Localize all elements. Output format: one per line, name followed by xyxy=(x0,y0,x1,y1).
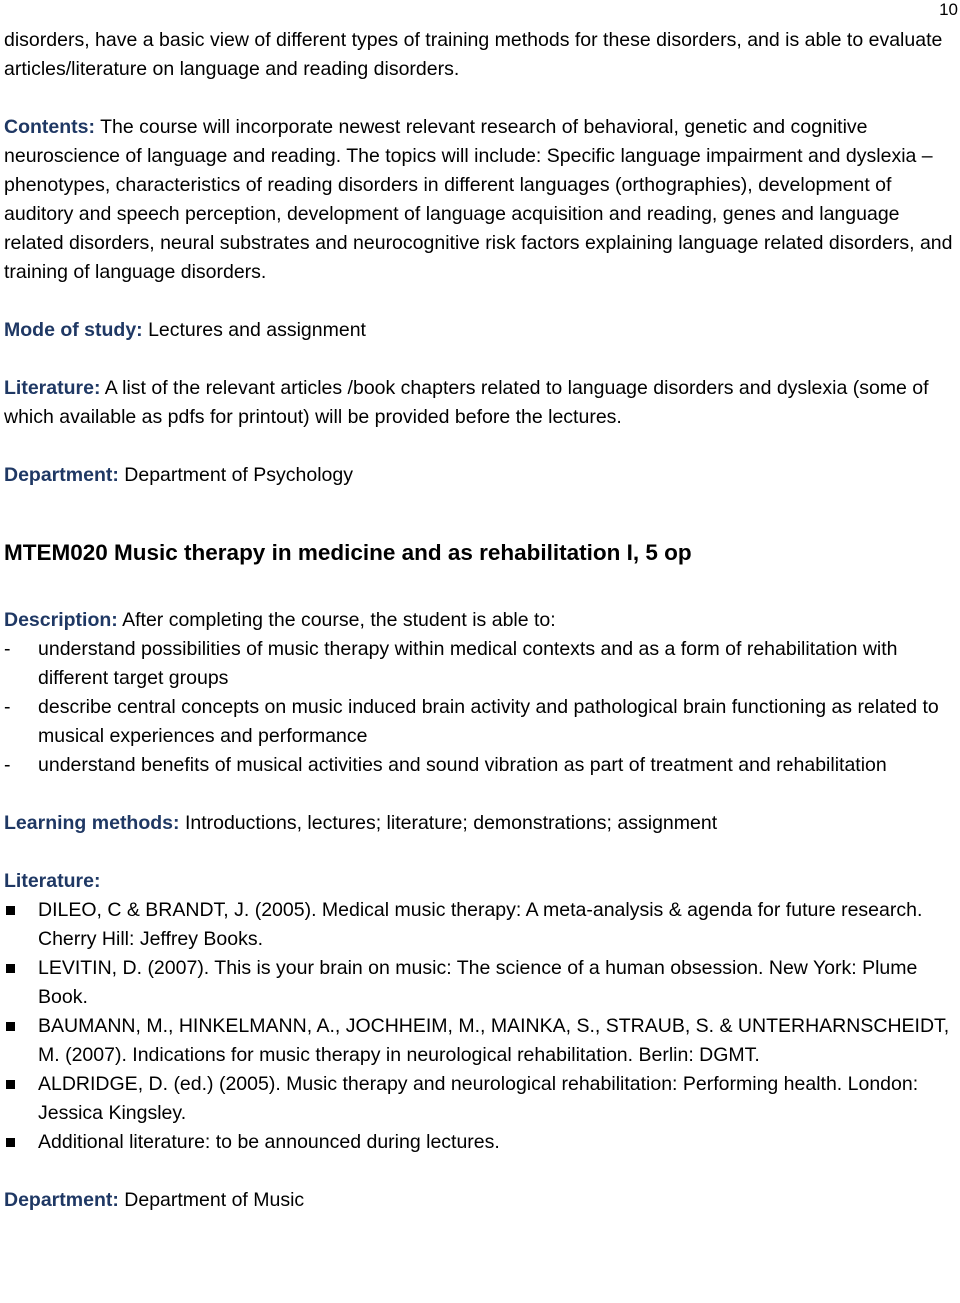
contents-section xyxy=(4,113,956,287)
mode-of-study-text: Lectures and assignment xyxy=(148,319,366,341)
description-section xyxy=(4,606,956,635)
learning-methods-section xyxy=(4,809,956,838)
list-item xyxy=(4,1070,956,1128)
list-item-text: describe central concepts on music induced brain activity and pathological brain functioning as related to musical experiences and performance xyxy=(38,696,939,747)
description-label: Description: xyxy=(4,609,118,631)
learning-methods-text: Introductions, lectures; literature; demonstrations; assignment xyxy=(184,812,718,834)
square-bullet-icon xyxy=(6,964,15,973)
mode-of-study-label: Mode of study: xyxy=(4,319,143,341)
list-item xyxy=(4,751,956,780)
list-item-text: ALDRIDGE, D. (ed.) (2005). Music therapy and neurological rehabilitation: Performing health. London: Jessica Kingsley. xyxy=(38,1073,919,1124)
literature-text-1: A list of the relevant articles /book chapters related to language disorders and dyslexia (some of which available as pdfs for printout) will be provided before the lectures. xyxy=(4,377,929,428)
course-title: MTEM020 Music therapy in medicine and as rehabilitation I, 5 op xyxy=(4,540,692,565)
literature-label-2: Literature: xyxy=(4,870,101,892)
list-item xyxy=(4,635,956,693)
list-item xyxy=(4,954,956,1012)
list-item-text: understand possibilities of music therapy within medical contexts and as a form of rehabilitation with different target groups xyxy=(38,638,898,689)
literature-list xyxy=(4,896,956,1157)
literature-label-1: Literature: xyxy=(4,377,101,399)
square-bullet-icon xyxy=(6,1080,15,1089)
learning-methods-label: Learning methods: xyxy=(4,812,180,834)
contents-text: The course will incorporate newest relevant research of behavioral, genetic and cognitive neuroscience of language and reading. The topics will include: Specific language impairment and dyslexia –phenotypes, characteristics of reading disorders in different languages (orthographies), development of auditory and speech perception, development of language acquisition and reading, genes and language related disorders, neural substrates and neurocognitive risk factors explaining language related disorders, and training of language disorders. xyxy=(4,116,953,283)
list-item xyxy=(4,896,956,954)
dash-bullet: - xyxy=(4,638,11,660)
list-item-text: LEVITIN, D. (2007). This is your brain on music: The science of a human obsession. New York: Plume Book. xyxy=(38,957,918,1008)
description-list xyxy=(4,635,956,780)
document-page xyxy=(4,26,956,1215)
list-item-text: DILEO, C & BRANDT, J. (2005). Medical music therapy: A meta-analysis & agenda for future research. Cherry Hill: Jeffrey Books. xyxy=(38,899,923,950)
department-label-2: Department: xyxy=(4,1189,119,1211)
intro-paragraph: disorders, have a basic view of different types of training methods for these disorders, and is able to evaluate articles/literature on language and reading disorders. xyxy=(4,29,943,80)
list-item-text: BAUMANN, M., HINKELMANN, A., JOCHHEIM, M., MAINKA, S., STRAUB, S. & UNTERHARNSCHEIDT, M. (2007). Indications for music therapy in neurological rehabilitation. Berlin: DGMT. xyxy=(38,1015,950,1066)
dash-bullet: - xyxy=(4,696,11,718)
dash-bullet: - xyxy=(4,754,11,776)
mode-of-study-section xyxy=(4,316,956,345)
literature-section-1 xyxy=(4,374,956,432)
square-bullet-icon xyxy=(6,1138,15,1147)
department-text-2: Department of Music xyxy=(124,1189,305,1211)
list-item xyxy=(4,1128,956,1157)
list-item xyxy=(4,1012,956,1070)
square-bullet-icon xyxy=(6,1022,15,1031)
department-section-1 xyxy=(4,461,956,490)
page-number: 10 xyxy=(939,0,958,19)
description-text: After completing the course, the student is able to: xyxy=(122,609,556,631)
department-text-1: Department of Psychology xyxy=(124,464,353,486)
list-item-text: Additional literature: to be announced during lectures. xyxy=(38,1131,500,1153)
contents-label: Contents: xyxy=(4,116,95,138)
department-label-1: Department: xyxy=(4,464,119,486)
list-item xyxy=(4,693,956,751)
square-bullet-icon xyxy=(6,906,15,915)
department-section-2 xyxy=(4,1186,956,1215)
list-item-text: understand benefits of musical activities and sound vibration as part of treatment and rehabilitation xyxy=(38,754,887,776)
